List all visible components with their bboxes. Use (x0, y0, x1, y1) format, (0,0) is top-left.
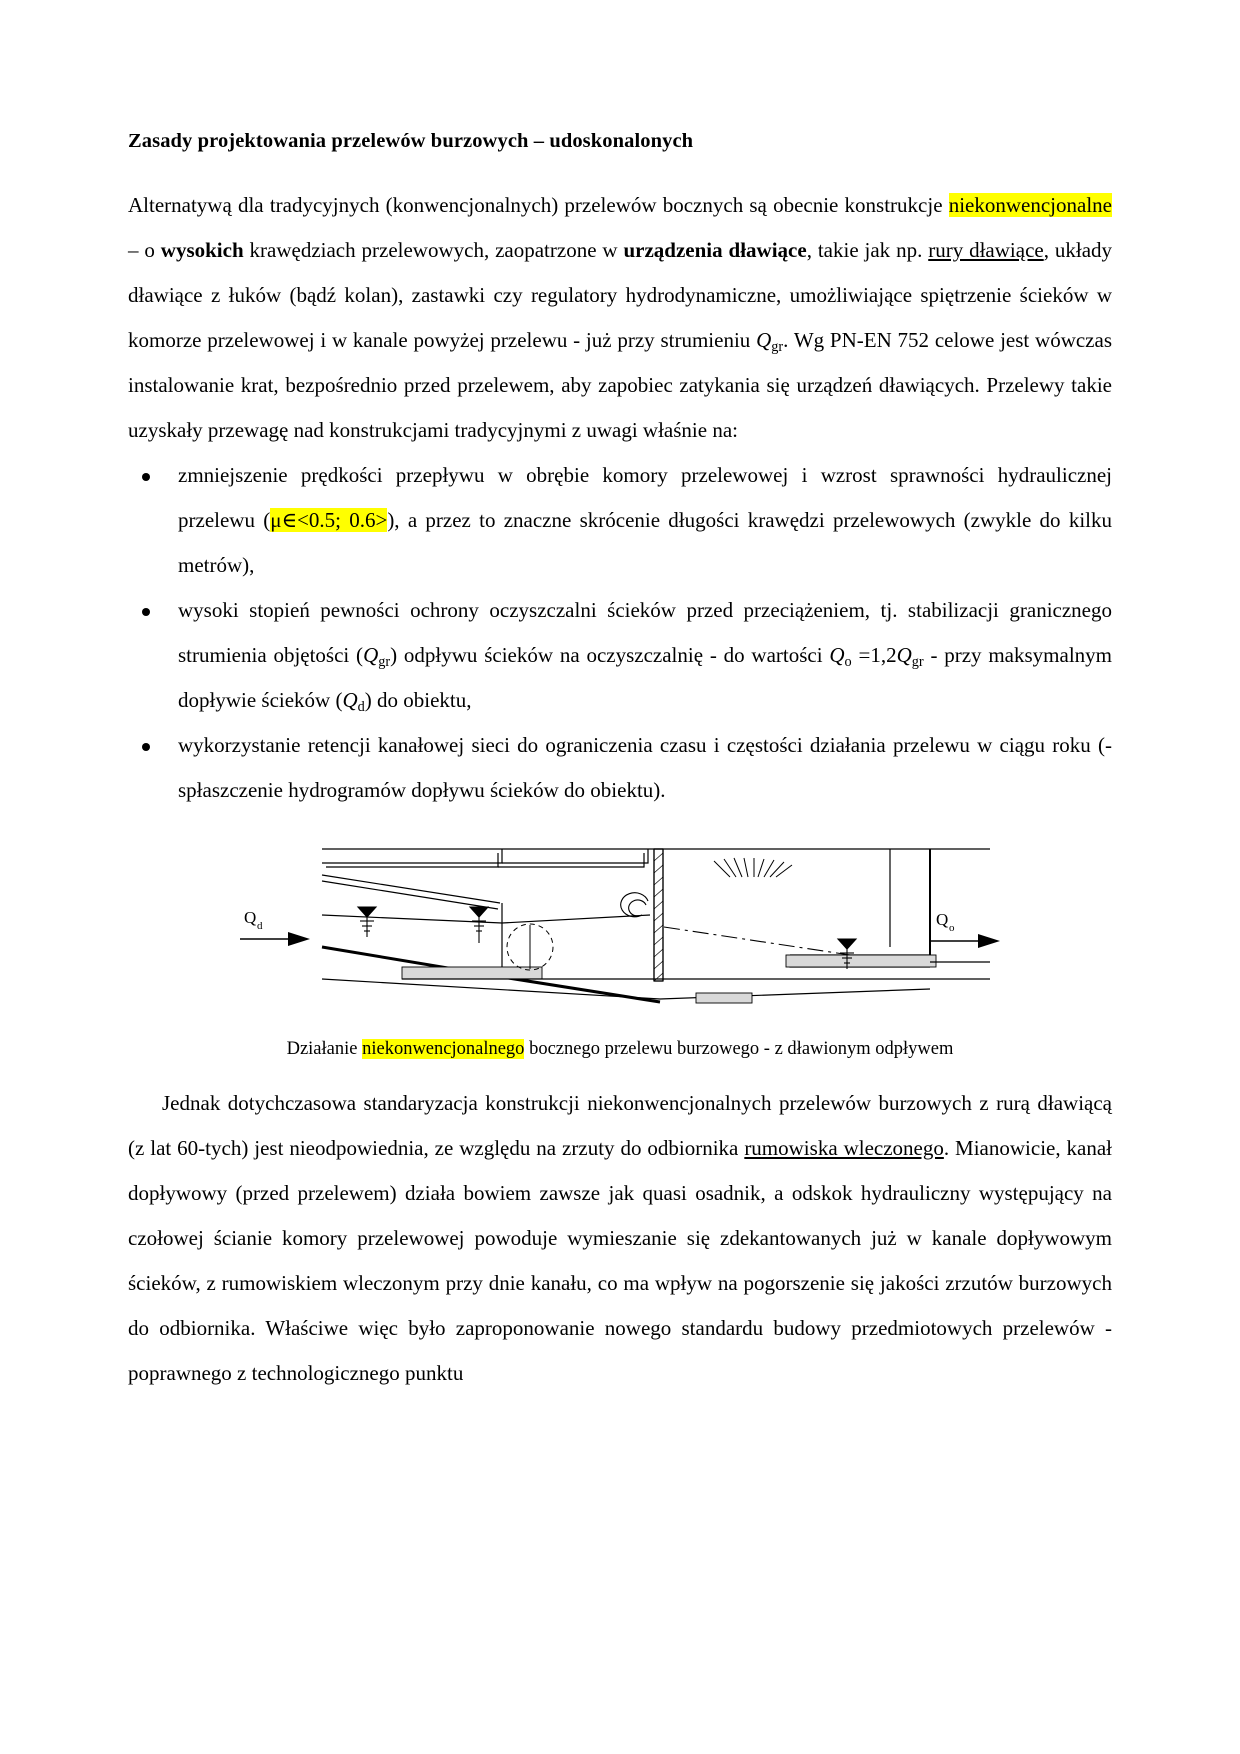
symbol-qgr-sub: gr (771, 338, 784, 355)
symbol-qd-var: Q (342, 687, 358, 712)
bullet3-seg1: wykorzystanie retencji kanałowej sieci do ograniczenia czasu i częstości działania przelewu w ciągu roku (- spłaszczenie hydrogramów dopływu ścieków do obiektu). (178, 732, 1112, 802)
bullet2-seg1: wysoki stopień pewności ochrony oczyszczalni ścieków przed przeciążeniem, tj. stabilizacji granicznego strumienia objętości ( (178, 597, 1112, 667)
figure-schematic (128, 827, 1112, 1063)
bold-wysokich: wysokich (160, 237, 244, 262)
bullet2-seg4: - przy maksymalnym dopływie ścieków ( (178, 642, 1112, 712)
bottom-box-fill (696, 993, 752, 1003)
par1-seg1: Alternatywą dla tradycyjnych (konwencjonalnych) przelewów bocznych są obecnie konstrukcje (128, 192, 949, 217)
outflow-fill (786, 955, 936, 967)
highlight-caption-niekonwencjonalnego: niekonwencjonalnego (362, 1038, 525, 1059)
list-item (128, 723, 1112, 813)
symbol-qgr2-sub: gr (911, 653, 924, 670)
underline-rumowiska-wleczonego: rumowiska wleczonego (744, 1135, 944, 1160)
label-qd-sub: d (257, 919, 263, 932)
symbol-qo-var: Q (829, 642, 845, 667)
symbol-qd-sub: d (357, 698, 365, 715)
label-qo: Q (936, 909, 949, 929)
highlight-niekonwencjonalne: niekonwencjonalne (948, 192, 1112, 217)
par2-seg1: Jednak dotychczasowa standaryzacja konstrukcji niekonwencjonalnych przelewów burzowych z rurą dławiącą (z lat 60-tych) jest nieodpowiednia, ze względu na zrzuty do odbiornika (128, 1090, 1112, 1160)
bullet2-seg2: ) odpływu ścieków na oczyszczalnię - do wartości (390, 642, 830, 667)
par1-seg3: krawędziach przelewowych, zaopatrzone w (243, 237, 624, 262)
symbol-qgr-var: Q (756, 327, 772, 352)
advantages-list (128, 453, 1112, 813)
underline-rury-dlawiace: rury dławiące (928, 237, 1044, 262)
list-item (128, 453, 1112, 588)
label-qo-sub: o (949, 921, 955, 934)
par1-seg2: – o (128, 237, 161, 262)
caption-seg1: Działanie (286, 1038, 363, 1059)
page-title: Zasady projektowania przelewów burzowych – udoskonalonych (128, 130, 694, 152)
par1-seg5: , układy dławiące z łuków (bądź kolan), zastawki czy regulatory hydrodynamiczne, umożliwiające spiętrzenie ścieków w komorze przelewowej i w kanale powyżej przelewu - już przy strumieniu (128, 237, 1113, 352)
list-item (128, 588, 1112, 723)
sediment-fill (402, 967, 542, 979)
paragraph-standardization (128, 1081, 1112, 1396)
par1-seg6: . Wg PN-EN 752 celowe jest wówczas instalowanie krat, bezpośrednio przed przelewem, aby zapobiec zatykania się urządzeń dławiących. Przelewy takie uzyskały przewagę nad konstrukcjami tradycyjnymi z uwagi właśnie na: (128, 327, 1112, 442)
spacer (128, 1063, 1112, 1081)
bold-urzadzenia-dlawiace: urządzenia dławiące (623, 237, 807, 262)
symbol-qgr1-sub: gr (378, 653, 391, 670)
highlight-mu-range: μ∈<0.5; 0.6> (270, 507, 388, 532)
symbol-qgr1-var: Q (363, 642, 379, 667)
symbol-qgr2-var: Q (896, 642, 912, 667)
label-qd: Q (244, 907, 257, 927)
paragraph-intro (128, 183, 1112, 453)
symbol-qo-sub: o (844, 653, 852, 670)
inflow-arrow-head (288, 932, 310, 946)
par1-seg4: , takie jak np. (806, 237, 929, 262)
bullet2-seg5: ) do obiektu, (364, 687, 472, 712)
figure-caption (128, 1037, 1112, 1063)
outflow-arrow-head (978, 934, 1000, 948)
par2-seg2: . Mianowicie, kanał dopływowy (przed przelewem) działa bowiem zawsze jak quasi osadnik, a odskok hydrauliczny występujący na czołowej ścianie komory przelewowej powoduje wymieszanie się zdekantowanych już w kanale dopływowym ścieków, z rumowiskiem wleczonym przy dnie kanału, co ma wpływ na pogorszenie się jakości zrzutów burzowych do odbiornika. Właściwe więc było zaproponowanie nowego standardu budowy przedmiotowych przelewów - poprawnego z technologicznego punktu (128, 1135, 1113, 1385)
bullet1-seg2: ), a przez to znaczne skrócenie długości krawędzi przelewowych (zwykle do kilku metrów), (178, 507, 1112, 577)
bullet2-seg3: =1,2 (851, 642, 897, 667)
caption-seg2: bocznego przelewu burzowego - z dławionym odpływem (524, 1038, 954, 1059)
overflow-schematic-drawing (230, 827, 1010, 1027)
bullet1-seg1: zmniejszenie prędkości przepływu w obrębie komory przelewowej i wzrost sprawności hydraulicznej przelewu ( (178, 462, 1112, 532)
